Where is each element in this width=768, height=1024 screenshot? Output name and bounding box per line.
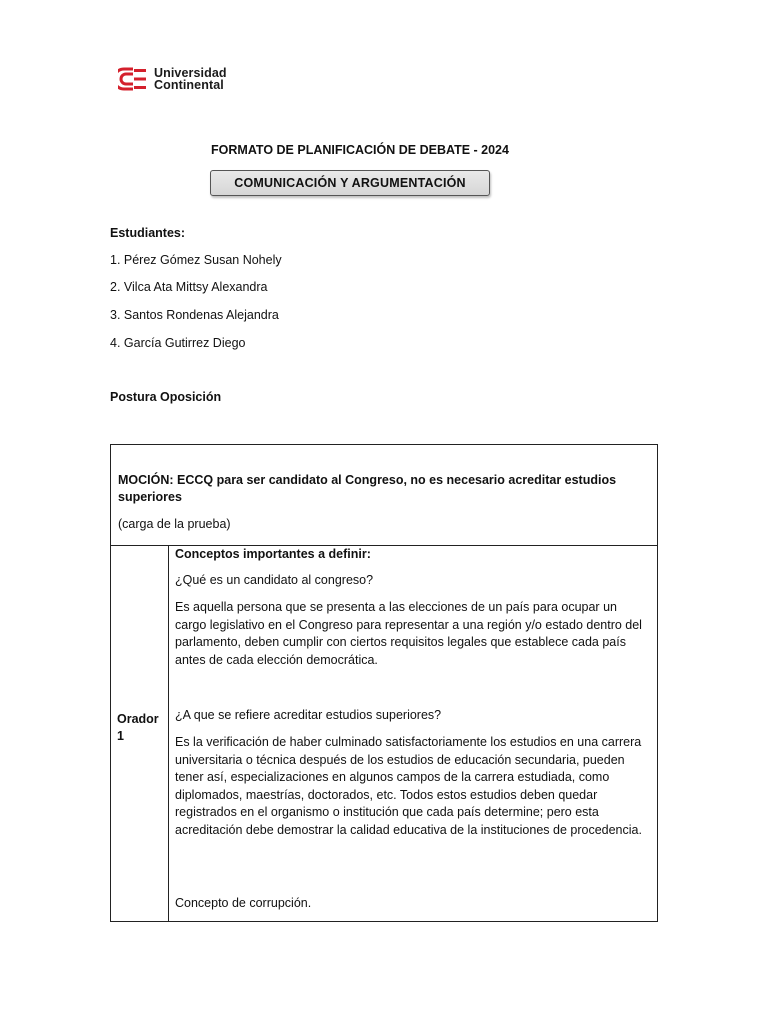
answer-1: Es aquella persona que se presenta a las elecciones de un país para ocupar un cargo legislativo en el Congreso para representar a una región y/o estado dentro del parlamento, deben cumplir con ciertos requisitos legales que establece cada país antes de cada elección democrática. (175, 600, 642, 667)
student-item-4: 4. García Gutirrez Diego (110, 336, 246, 350)
burden-of-proof: (carga de la prueba) (118, 517, 231, 531)
logo-line-2: Continental (154, 78, 224, 92)
course-subject-banner: COMUNICACIÓN Y ARGUMENTACIÓN (210, 170, 490, 196)
student-item-3: 3. Santos Rondenas Alejandra (110, 308, 279, 322)
speaker-cell (111, 545, 169, 921)
speaker-label: Orador 1 (117, 712, 159, 743)
student-item-2: 2. Vilca Ata Mittsy Alexandra (110, 280, 268, 294)
university-logo (118, 67, 227, 91)
posture-label: Postura Oposición (110, 390, 222, 404)
motion-row (111, 445, 657, 546)
concepts-heading: Conceptos importantes a definir: (175, 547, 371, 561)
student-item-1: 1. Pérez Gómez Susan Nohely (110, 253, 282, 267)
document-title-text: FORMATO DE PLANIFICACIÓN DE DEBATE - 2024 (211, 143, 509, 157)
question-1: ¿Qué es un candidato al congreso? (175, 573, 374, 587)
document-title (0, 143, 720, 157)
university-logo-icon (118, 67, 148, 91)
debate-table (110, 444, 658, 922)
question-3: Concepto de corrupción. (175, 896, 312, 910)
students-label: Estudiantes: (110, 226, 186, 240)
answer-2: Es la verificación de haber culminado satisfactoriamente los estudios en una carrera universitaria o técnica después de los estudios de educación secundaria, pueden tener así, especializaciones en algunos campos de la carrera estudiada, como diplomados, maestrías, doctorados, etc. Todos estos estudios deben quedar registrados en el organismo o institución que cada país determine; pero esta acreditación debe demostrar la calidad educativa de la instituciones de procedencia. (175, 735, 642, 837)
logo-line-1: Universidad (154, 66, 227, 80)
motion-text: MOCIÓN: ECCQ para ser candidato al Congreso, no es necesario acreditar estudios superiores (118, 473, 617, 504)
question-2: ¿A que se refiere acreditar estudios superiores? (175, 708, 442, 722)
university-name (154, 67, 227, 91)
